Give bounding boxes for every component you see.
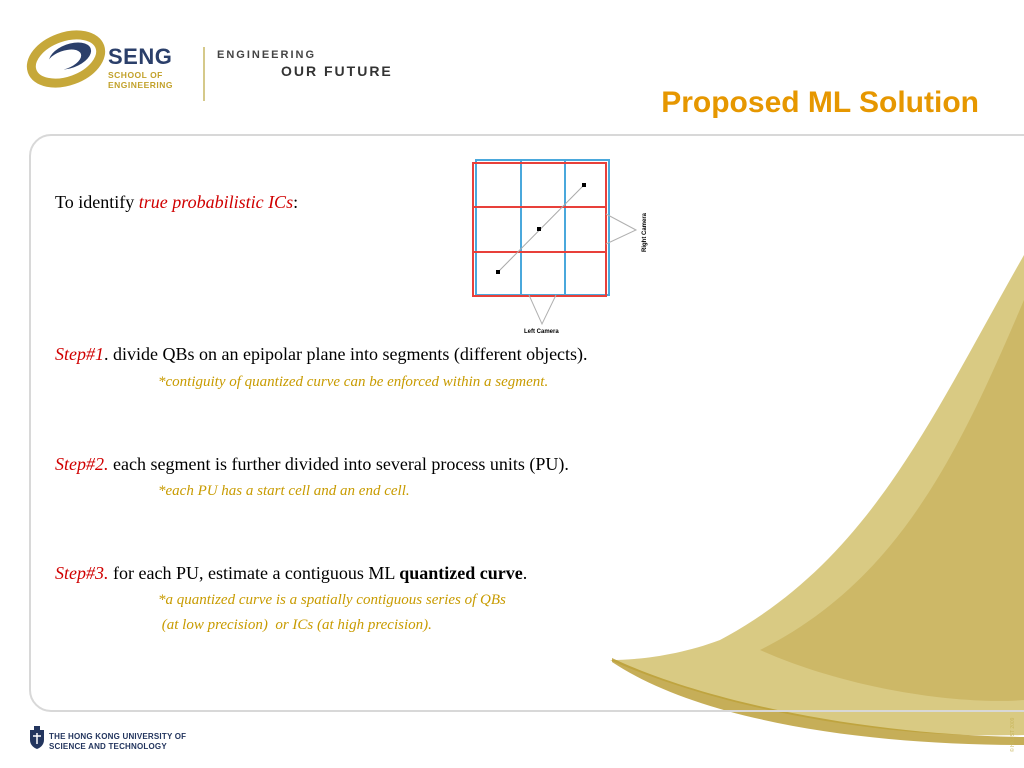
copyright-text: © HKUST 2009 xyxy=(1010,717,1016,752)
step-3 xyxy=(55,563,527,584)
step-3-label: Step#3. xyxy=(55,563,109,583)
step-1-note: *contiguity of quantized curve can be enforced within a segment. xyxy=(158,374,549,390)
intro-line xyxy=(55,192,298,213)
step-3-bold-term: quantized curve xyxy=(399,563,523,583)
curve-point xyxy=(496,270,500,274)
intro-prefix: To identify xyxy=(55,192,139,212)
step-2 xyxy=(55,454,569,475)
step-2-text: each segment is further divided into several process units (PU). xyxy=(108,454,569,474)
step-1 xyxy=(55,344,588,365)
logo-subtitle-2: ENGINEERING xyxy=(108,80,174,90)
logo-name: SENG xyxy=(108,44,173,69)
step-3-text: for each PU, estimate a contiguous ML xyxy=(108,563,400,583)
left-camera-label: Left Camera xyxy=(524,329,559,335)
university-name-line1: THE HONG KONG UNIVERSITY OF xyxy=(49,732,187,741)
seng-logo-icon xyxy=(26,26,106,88)
step-3-note-1: *a quantized curve is a spatially contiguous series of QBs xyxy=(158,592,506,608)
step-2-label: Step#2. xyxy=(55,454,109,474)
left-camera-cone xyxy=(529,295,556,324)
right-camera-label: Right Camera xyxy=(642,212,648,252)
header-divider xyxy=(203,47,205,101)
epipolar-grid-diagram xyxy=(466,152,666,342)
step-1-label: Step#1 xyxy=(55,344,104,364)
intro-suffix: : xyxy=(293,192,299,212)
step-2-note: *each PU has a start cell and an end cell. xyxy=(158,483,410,499)
curve-point xyxy=(537,227,541,231)
intro-emphasis: true probabilistic ICs xyxy=(138,192,294,212)
tagline-line1: ENGINEERING xyxy=(217,49,317,61)
step-3-text-end: . xyxy=(522,563,528,583)
right-camera-cone xyxy=(606,214,636,244)
step-1-text: . divide QBs on an epipolar plane into segments (different objects). xyxy=(104,344,588,364)
curve-point xyxy=(582,183,586,187)
step-3-note-2: (at low precision) or ICs (at high precision). xyxy=(158,617,432,633)
hkust-crest-icon xyxy=(28,726,46,750)
logo-subtitle-1: SCHOOL OF xyxy=(108,70,163,80)
page-title: Proposed ML Solution xyxy=(661,86,979,119)
tagline-line2: OUR FUTURE xyxy=(281,63,393,79)
university-name-line2: SCIENCE AND TECHNOLOGY xyxy=(49,742,167,751)
